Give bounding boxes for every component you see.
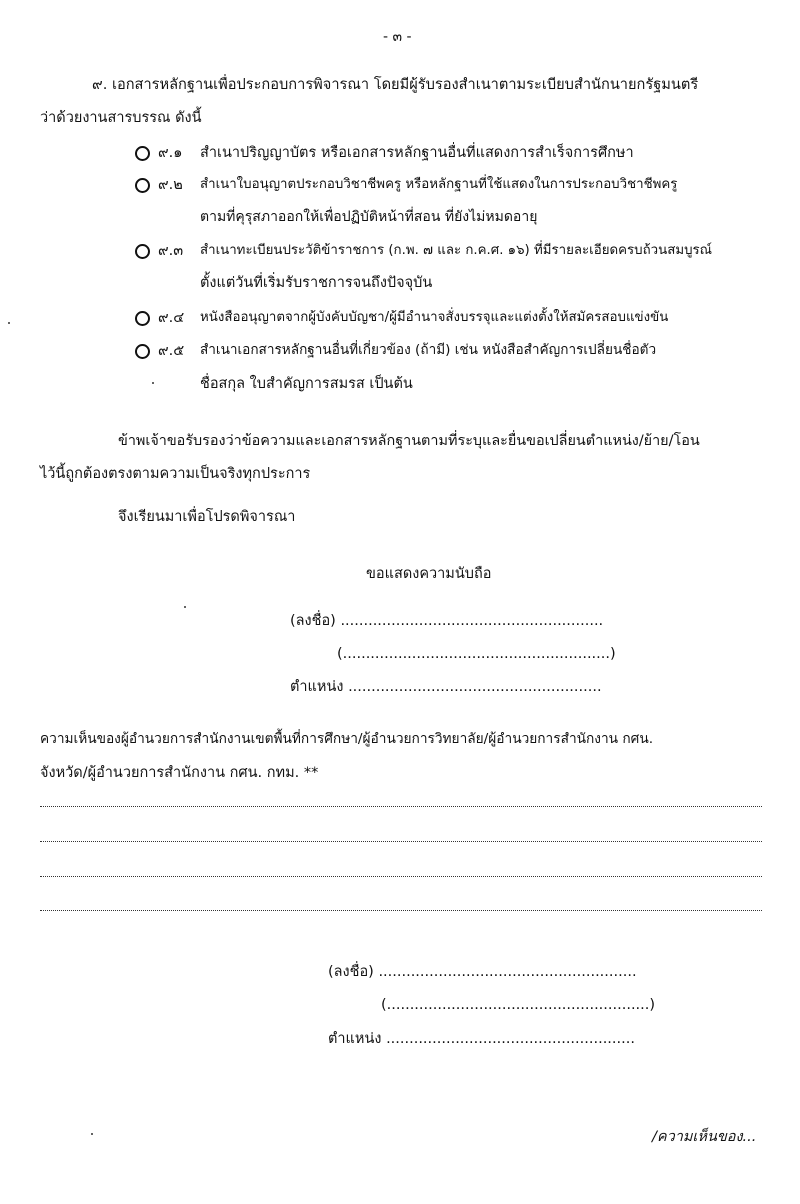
item9-heading-line1: ๙. เอกสารหลักฐานเพื่อประกอบการพิจารณา โดยมีผู้รับรองสำเนาตามระเบียบสำนักนายกรัฐมนตรี [92, 76, 699, 93]
page-number: - ๓ - [383, 29, 412, 45]
checkbox-9-2[interactable] [135, 178, 150, 193]
option-9-1-number: ๙.๑ [158, 145, 183, 161]
opinion-dotted-line-1[interactable] [40, 806, 762, 807]
opinion-dotted-line-3[interactable] [40, 876, 762, 877]
certify-line1: ข้าพเจ้าขอรับรองว่าข้อความและเอกสารหลักฐานตามที่ระบุและยื่นขอเปลี่ยนตำแหน่ง/ย้าย/โอน [118, 433, 700, 449]
signature2-name: (.........................................................) [381, 997, 656, 1013]
checkbox-9-3[interactable] [135, 244, 150, 259]
checkbox-9-4[interactable] [135, 311, 150, 326]
closing-text: จึงเรียนมาเพื่อโปรดพิจารณา [118, 509, 296, 525]
opinion-line1: ความเห็นของผู้อำนวยการสำนักงานเขตพื้นที่การศึกษา/ผู้อำนวยการวิทยาลัย/ผู้อำนวยการสำนักงาน กศน. [40, 731, 654, 747]
opinion-dotted-line-2[interactable] [40, 841, 762, 842]
checkbox-9-5[interactable] [135, 344, 150, 359]
regards-text: ขอแสดงความนับถือ [366, 566, 492, 582]
scan-speck [91, 1133, 93, 1135]
opinion-line2: จังหวัด/ผู้อำนวยการสำนักงาน กศน. กทม. ** [40, 765, 319, 781]
opinion-dotted-line-4[interactable] [40, 910, 762, 911]
signature1-sign: (ลงชื่อ) ......................................................... [290, 613, 604, 629]
scan-speck [8, 322, 10, 324]
option-9-5-text-line1: สำเนาเอกสารหลักฐานอื่นที่เกี่ยวข้อง (ถ้ามี) เช่น หนังสือสำคัญการเปลี่ยนชื่อตัว [200, 342, 657, 358]
option-9-2-text-line1: สำเนาใบอนุญาตประกอบวิชาชีพครู หรือหลักฐานที่ใช้แสดงในการประกอบวิชาชีพครู [200, 177, 678, 192]
option-9-1-text: สำเนาปริญญาบัตร หรือเอกสารหลักฐานอื่นที่แสดงการสำเร็จการศึกษา [200, 145, 634, 161]
option-9-4-number: ๙.๔ [158, 310, 185, 326]
scan-speck [152, 382, 154, 384]
option-9-3-text-line2: ตั้งแต่วันที่เริ่มรับราชการจนถึงปัจจุบัน [200, 275, 433, 291]
scan-speck [184, 606, 186, 608]
checkbox-9-1[interactable] [135, 146, 150, 161]
option-9-3-text-line1: สำเนาทะเบียนประวัติข้าราชการ (ก.พ. ๗ และ ก.ค.ศ. ๑๖) ที่มีรายละเอียดครบถ้วนสมบูรณ์ [200, 243, 713, 258]
option-9-5-number: ๙.๕ [158, 343, 185, 359]
continued-text: /ความเห็นของ... [652, 1129, 757, 1145]
signature2-position: ตำแหน่ง ...................................................... [328, 1031, 635, 1047]
option-9-2-number: ๙.๒ [158, 177, 183, 193]
signature2-sign: (ลงชื่อ) ........................................................ [328, 964, 637, 980]
item9-heading-line2: ว่าด้วยงานสารบรรณ ดังนี้ [40, 110, 202, 126]
signature1-name: (..........................................................) [337, 646, 616, 662]
option-9-5-text-line2: ชื่อสกุล ใบสำคัญการสมรส เป็นต้น [200, 376, 413, 392]
option-9-2-text-line2: ตามที่คุรุสภาออกให้เพื่อปฏิบัติหน้าที่สอน ที่ยังไม่หมดอายุ [200, 209, 538, 225]
certify-line2: ไว้นี้ถูกต้องตรงตามความเป็นจริงทุกประการ [40, 466, 311, 482]
signature1-position: ตำแหน่ง ....................................................... [290, 679, 602, 695]
option-9-4-text: หนังสืออนุญาตจากผู้บังคับบัญชา/ผู้มีอำนาจสั่งบรรจุและแต่งตั้งให้สมัครสอบแข่งขัน [200, 310, 669, 325]
option-9-3-number: ๙.๓ [158, 243, 184, 259]
